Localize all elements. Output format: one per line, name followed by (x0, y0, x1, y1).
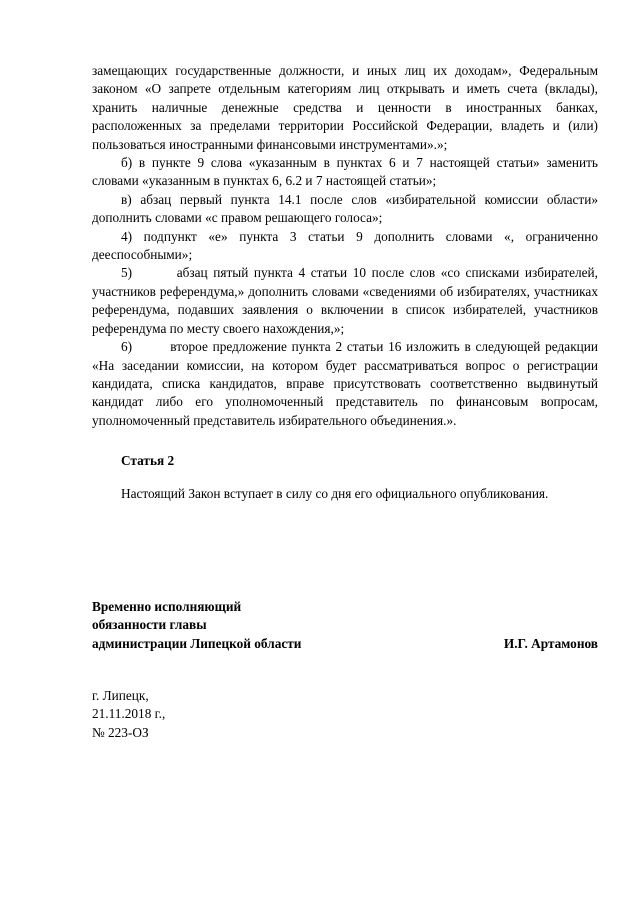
signature-title-row (92, 635, 598, 653)
signature-title-line3: администрации Липецкой области (92, 635, 302, 651)
paragraph-item-b: б) в пункте 9 слова «указанным в пунктах 6 и 7 настоящей статьи» заменить словами «указанным в пунктах 6, 6.2 и 7 настоящей статьи»; (92, 155, 598, 189)
signature-title-line1: Временно исполняющий (92, 599, 242, 614)
document-body (92, 62, 602, 503)
article-text: Настоящий Закон вступает в силу со дня его официального опубликования. (121, 485, 549, 501)
document-footer (92, 687, 165, 742)
paragraph-item-6: 6) второе предложение пункта 2 статьи 16 изложить в следующей редакции «На заседании комиссии, на котором будет рассматриваться вопрос о регистрации кандидата, списка кандидатов, вправе присутствовать соответственно выдвинутый кандидат либо его уполномоченный представитель по финансовым вопросам, уполномоченный представитель избирательного объединения.». (92, 339, 602, 428)
paragraph-continuation: замещающих государственные должности, и иных лиц их доходам», Федеральным законом «О запрете отдельным категориям лиц открывать и иметь счета (вклады), хранить наличные денежные средства и ценности в иностранных банках, расположенных за пределами территории Российской Федерации, владеть и (или) пользоваться иностранными финансовыми инструментами».»; (92, 63, 598, 152)
footer-date: 21.11.2018 г., (92, 706, 166, 722)
article-heading: Статья 2 (121, 453, 175, 469)
paragraph-item-5: 5) абзац пятый пункта 4 статьи 10 после слов «со списками избирателей, участников референдума,» дополнить словами «сведениями об избирателях, участниках референдума, подавших заявления о включении в список избирателей, участников референдума по месту своего нахождения,»; (92, 265, 602, 336)
paragraph-item-4: 4) подпункт «е» пункта 3 статьи 9 дополнить словами «, ограниченно дееспособными»; (92, 228, 598, 263)
signature-title-line2: обязанности главы (92, 617, 207, 633)
signature-block (92, 598, 598, 653)
paragraph-item-v: в) абзац первый пункта 14.1 после слов «избирательной комиссии области» дополнить словами «с правом решающего голоса»; (92, 191, 598, 226)
footer-city: г. Липецк, (92, 688, 149, 703)
signatory-name: И.Г. Артамонов (503, 635, 598, 651)
footer-law-number: № 223-ОЗ (92, 724, 149, 740)
